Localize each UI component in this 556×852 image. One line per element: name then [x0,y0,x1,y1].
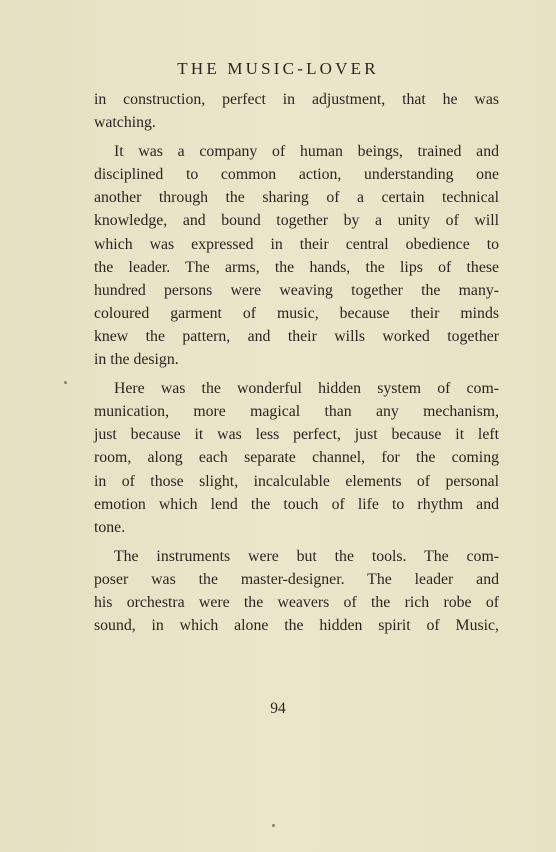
text-line: coloured garment of music, because their minds [94,304,499,322]
page-number: 94 [270,700,286,717]
text-line: The instruments were but the tools. The com- [114,547,499,565]
text-line: sound, in which alone the hidden spirit of Music, [94,617,499,635]
text-line: just because it was less perfect, just because it left [94,426,499,444]
text-line: watching. [94,114,156,132]
text-line: It was a company of human beings, trained and [114,143,499,161]
text-line: poser was the master-designer. The leader and [94,570,499,588]
speck [64,381,67,384]
text-line: Here was the wonderful hidden system of com- [114,380,499,398]
paragraph-2 [94,140,499,371]
text-line: knew the pattern, and their wills worked together [94,327,499,345]
text-line: hundred persons were weaving together the many- [94,281,499,299]
paragraph-1 [94,88,499,134]
paragraph-3 [94,377,499,539]
text-line: his orchestra were the weavers of the rich robe of [94,593,499,611]
text-line: knowledge, and bound together by a unity of will [94,212,499,230]
text-line: the leader. The arms, the hands, the lips of these [94,258,499,276]
text-line: tone. [94,518,126,536]
paragraph-4 [94,545,499,637]
body-text [94,88,499,637]
running-head: THE MUSIC-LOVER [177,59,379,78]
text-line: in construction, perfect in adjustment, that he was [94,91,499,108]
text-line: in of those slight, incalculable elements of personal [94,472,499,490]
text-line: another through the sharing of a certain technical [94,189,499,207]
text-line: emotion which lend the touch of life to rhythm and [94,495,499,513]
text-line: in the design. [94,351,179,369]
speck [272,824,275,827]
text-line: room, along each separate channel, for the coming [94,449,499,467]
text-line: which was expressed in their central obedience to [94,235,499,253]
text-line: disciplined to common action, understanding one [94,166,499,184]
text-line: munication, more magical than any mechanism, [94,403,499,421]
